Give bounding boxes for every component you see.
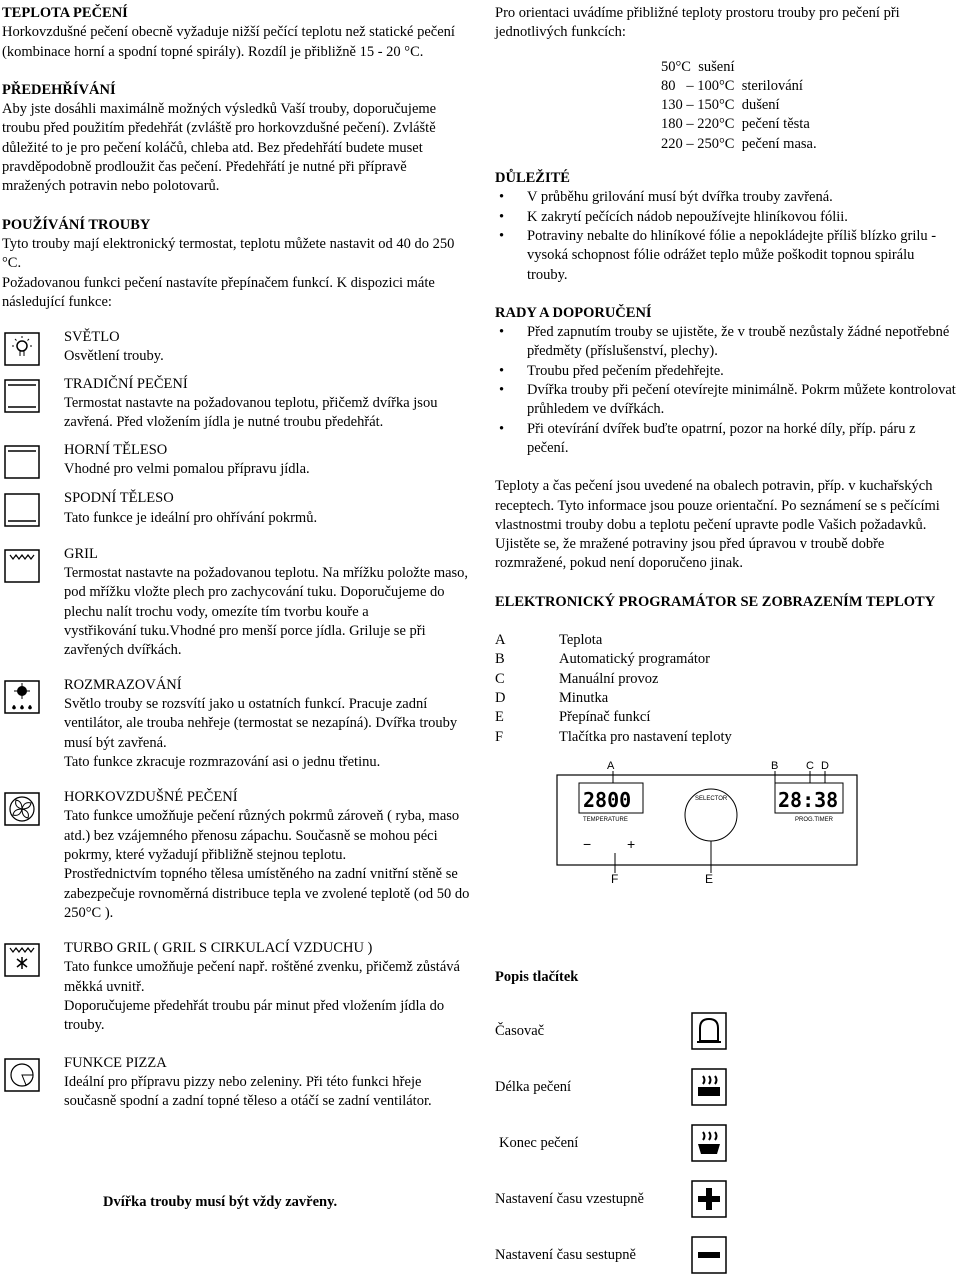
bell-icon xyxy=(691,1012,727,1050)
important-list xyxy=(495,188,957,284)
function-title: ROZMRAZOVÁNÍ xyxy=(64,676,182,693)
label-d: D xyxy=(821,759,829,772)
legend-key: E xyxy=(495,709,504,726)
function-title: HORNÍ TĚLESO xyxy=(64,441,168,458)
legend-value: Minutka xyxy=(559,689,609,706)
temperature-list xyxy=(661,58,957,154)
fan-icon xyxy=(4,792,40,826)
temperature-row: 130 – 150°C dušení xyxy=(661,97,780,114)
list-item: • Dvířka trouby při pečení otevírejte minimálně. Pokrm můžete kontrolovat průhledem ve dvířkách. xyxy=(495,381,957,420)
temperature-row: 50°C sušení xyxy=(661,58,735,75)
label-f: F xyxy=(611,871,619,885)
paragraph: Aby jste dosáhli maximálně možných výsledků Vaší trouby, doporučujeme troubu před použitím předehřát (zvláště pro horkovzdušné pečení). Zvláště důležité to je pro pečení koláčů, chleba atd. Bez předehřátí budete muset pravděpodobně prodloužit čas pečení. Předehřátí je nutné při přípravě mražených potravin nebo polotovarů. xyxy=(2,101,437,195)
function-title: HORKOVZDUŠNÉ PEČENÍ xyxy=(64,789,238,806)
button-description xyxy=(495,968,955,987)
section-title: ELEKTRONICKÝ PROGRAMÁTOR SE ZOBRAZENÍM TEPLOTY xyxy=(495,593,936,610)
top-heat-icon xyxy=(4,445,40,479)
button-label: Nastavení času sestupně xyxy=(495,1247,636,1263)
label-e: E xyxy=(705,871,714,885)
function-text: Tato funkce zkracuje rozmrazování asi o jednu třetinu. xyxy=(64,753,381,770)
tips-list xyxy=(495,323,957,458)
function-text: Termostat nastavte na požadovanou teplotu. Na mřížku položte maso, pod mřížku vložte plech pro zachycování tuku. Doporučujeme do plechu nalít trochu vody, omezíte tím tvorbu kouře a xyxy=(64,565,469,620)
function-text: Ideální pro přípravu pizzy nebo zeleniny. Při této funkci hřeje současně spodní a zadní topné těleso a otáčí se zadní ventilátor. xyxy=(64,1073,432,1110)
function-title: SVĚTLO xyxy=(64,329,120,346)
turbo-grill-icon xyxy=(4,943,40,977)
function-title: FUNKCE PIZZA xyxy=(64,1054,167,1071)
control-panel-diagram xyxy=(495,755,861,885)
timer-display: 28:38 xyxy=(778,787,839,812)
button-row-end xyxy=(499,1124,960,1164)
temperature-label: TEMPERATURE xyxy=(583,816,628,823)
paragraph: Pro orientaci uvádíme přibližné teploty prostoru trouby pro pečení při jednotlivých funkcích: xyxy=(495,5,900,41)
paragraph: Teploty a čas pečení jsou uvedené na obalech potravin, příp. v kuchařských receptech. Tyto informace jsou pouze orientační. Po seznámení se s pečícími vlastnostmi trouby dobu a teplotu pečení upravte podle Vašich požadavků. xyxy=(495,478,940,533)
plus-button[interactable]: + xyxy=(627,835,636,852)
temperature-row: 80 – 100°C sterilování xyxy=(661,77,803,94)
list-item: • Při otevírání dvířek buďte opatrní, pozor na horké díly, příp. páru z pečení. xyxy=(495,420,957,459)
button-row-plus xyxy=(495,1180,960,1220)
label-b: B xyxy=(771,759,779,772)
temperature-row: 220 – 250°C pečení masa. xyxy=(661,135,817,152)
list-item: • Troubu před pečením předehřejte. xyxy=(495,362,957,381)
timer-label: PROG.TIMER xyxy=(795,816,834,823)
paragraph: Tyto trouby mají elektronický termostat, teplotu můžete nastavit od 40 do 250 °C. xyxy=(2,235,455,272)
function-text: Vhodné pro velmi pomalou přípravu jídla. xyxy=(64,460,310,477)
minus-button[interactable]: − xyxy=(583,835,592,852)
function-traditional xyxy=(2,375,472,433)
function-turbo-grill xyxy=(2,939,472,1035)
function-defrost xyxy=(2,676,472,772)
button-label: Konec pečení xyxy=(499,1135,579,1151)
legend-key: C xyxy=(495,670,505,687)
button-row-timer xyxy=(495,1012,960,1052)
legend-value: Přepínač funkcí xyxy=(559,709,651,726)
temperature-row: 180 – 220°C pečení těsta xyxy=(661,116,810,133)
selector-label: SELECTOR xyxy=(695,795,728,802)
pizza-icon xyxy=(4,1058,40,1092)
list-item: • V průběhu grilování musí být dvířka trouby zavřená. xyxy=(495,188,957,207)
function-text: Světlo trouby se rozsvítí jako u ostatních funkcí. Pracuje zadní ventilátor, ale trouba nehřeje (termostat se nezapíná). Dvířka trouby musí být zavřená. xyxy=(64,695,458,751)
grill-icon xyxy=(4,549,40,583)
function-text: Doporučujeme předehřát troubu pár minut před vložením jídla do trouby. xyxy=(64,998,445,1034)
function-text: Osvětlení trouby. xyxy=(64,348,164,365)
button-label: Časovač xyxy=(495,1023,545,1039)
function-grill xyxy=(2,545,472,661)
legend-key: F xyxy=(495,728,504,745)
list-item: • Potraviny nebalte do hliníkové fólie a nepokládejte příliš blízko grilu - vysoká schopnost fólie odrážet teplo může poškodit topnou spirálu trouby. xyxy=(495,227,957,285)
section-title: PŘEDEHŘÍVÁNÍ xyxy=(2,81,116,98)
function-text: Termostat nastavte na požadovanou teplotu, přičemž dvířka jsou zavřená. Před vložením jídla je nutné troubu předehřát. xyxy=(64,395,438,431)
defrost-icon xyxy=(4,680,40,714)
function-title: TRADIČNÍ PEČENÍ xyxy=(64,375,188,392)
legend-value: Automatický programátor xyxy=(559,651,710,668)
legend-value: Teplota xyxy=(559,632,603,649)
function-text: Tato funkce umožňuje pečení např. roštěné zvenku, přičemž zůstává měkká uvnitř. xyxy=(64,959,460,995)
function-light xyxy=(2,328,472,367)
left-column xyxy=(2,4,472,1112)
function-text: Prostřednictvím topného tělesa umístěného na zadní vnitřní stěně se zabezpečuje rovnoměrná distribuce tepla ve zvolené teplotě (od 50 do 250°C ). xyxy=(64,866,470,921)
function-pizza xyxy=(2,1054,472,1112)
legend-value: Manuální provoz xyxy=(559,670,659,687)
light-bulb-icon xyxy=(4,332,40,366)
label-a: A xyxy=(607,759,615,772)
function-title: SPODNÍ TĚLESO xyxy=(64,490,174,507)
list-item: • K zakrytí pečících nádob nepoužívejte hliníkovou fólii. xyxy=(495,208,957,227)
legend-value: Tlačítka pro nastavení teploty xyxy=(559,728,732,745)
legend-key: B xyxy=(495,651,505,668)
button-label: Nastavení času vzestupně xyxy=(495,1191,644,1207)
footer-note: Dvířka trouby musí být vždy zavřeny. xyxy=(103,1194,338,1210)
minus-icon xyxy=(691,1236,727,1274)
right-column xyxy=(495,4,957,885)
label-c: C xyxy=(806,759,814,772)
section-title: RADY A DOPORUČENÍ xyxy=(495,304,652,321)
function-text: vystřikování tuku.Vhodné pro menší porce jídla. Griluje se při zavřených dvířkách. xyxy=(64,623,426,659)
button-row-duration xyxy=(495,1068,960,1108)
legend-list xyxy=(495,631,957,747)
legend-key: D xyxy=(495,689,506,706)
list-item: • Před zapnutím trouby se ujistěte, že v troubě nezůstaly žádné nepotřebné předměty (příslušenství, plechy). xyxy=(495,323,957,362)
bottom-heat-icon xyxy=(4,493,40,527)
cooking-duration-icon xyxy=(691,1068,727,1106)
function-hot-air xyxy=(2,788,472,923)
top-bottom-heat-icon xyxy=(4,379,40,413)
section-title: POUŽÍVÁNÍ TROUBY xyxy=(2,216,151,233)
paragraph: Ujistěte se, že mražené potraviny jsou před úpravou v troubě dobře rozmražené, pokud není doporučeno jinak. xyxy=(495,536,885,572)
function-title: TURBO GRIL ( GRIL S CIRKULACÍ VZDUCHU ) xyxy=(64,940,373,957)
cooking-end-icon xyxy=(691,1124,727,1162)
paragraph: Horkovzdušné pečení obecně vyžaduje nižší pečící teplotu než statické pečení (kombinace horní a spodní topné spirály). Rozdíl je přibližně 15 - 20 °C. xyxy=(2,24,455,60)
plus-icon xyxy=(691,1180,727,1218)
legend-key: A xyxy=(495,632,506,649)
temperature-display: 2800 xyxy=(583,787,632,812)
function-text: Tato funkce umožňuje pečení různých pokrmů zároveň ( ryba, maso atd.) bez vzájemného přenosu zápachu. Současně se mohou péci pokrmy, které vyžadují přibližně stejnou teplotu. xyxy=(64,808,460,863)
button-label: Délka pečení xyxy=(495,1079,572,1095)
button-row-minus xyxy=(495,1236,960,1276)
section-title: Popis tlačítek xyxy=(495,969,579,985)
paragraph: Požadovanou funkci pečení nastavíte přepínačem funkcí. K dispozici máte následující funkce: xyxy=(2,274,435,310)
function-top-heat xyxy=(2,441,472,480)
function-title: GRIL xyxy=(64,545,98,562)
section-title: DŮLEŽITÉ xyxy=(495,170,570,187)
section-title: TEPLOTA PEČENÍ xyxy=(2,5,128,21)
function-text: Tato funkce je ideální pro ohřívání pokrmů. xyxy=(64,509,318,526)
function-bottom-heat xyxy=(2,489,472,528)
